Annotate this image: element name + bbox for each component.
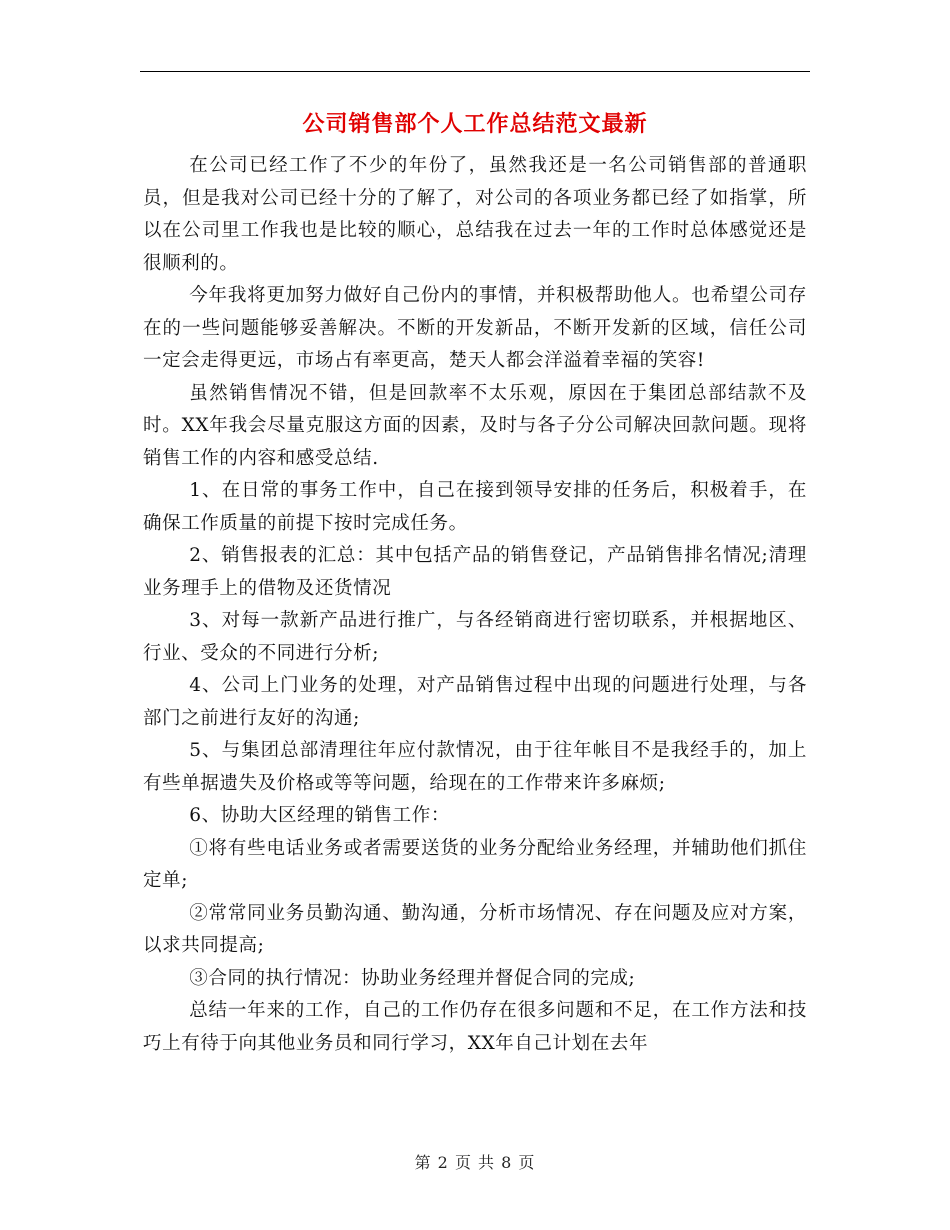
list-item: 4、公司上门业务的处理，对产品销售过程中出现的问题进行处理，与各部门之前进行友好的沟通;: [143, 675, 807, 729]
sub-list-item: ①将有些电话业务或者需要送货的业务分配给业务经理，并辅助他们抓住定单;: [143, 837, 807, 891]
page-number: 第 2 页 共 8 页: [414, 1153, 536, 1172]
list-item: 2、销售报表的汇总：其中包括产品的销售登记，产品销售排名情况;清理业务理手上的借物及还货情况: [143, 545, 807, 599]
paragraph: 在公司已经工作了不少的年份了，虽然我还是一名公司销售部的普通职员，但是我对公司已经十分的了解了，对公司的各项业务都已经了如指掌，所以在公司里工作我也是比较的顺心，总结我在过去一年的工作时总体感觉还是很顺利的。: [143, 155, 807, 274]
list-item: 1、在日常的事务工作中，自己在接到领导安排的任务后，积极着手，在确保工作质量的前提下按时完成任务。: [143, 480, 807, 534]
sub-list-item: ②常常同业务员勤沟通、勤沟通，分析市场情况、存在问题及应对方案，以求共同提高;: [143, 902, 807, 956]
list-item: 5、与集团总部清理往年应付款情况，由于往年帐目不是我经手的，加上有些单据遗失及价格或等等问题，给现在的工作带来许多麻烦;: [143, 740, 807, 794]
list-item: 3、对每一款新产品进行推广，与各经销商进行密切联系，并根据地区、行业、受众的不同进行分析;: [143, 610, 807, 664]
list-item: 6、协助大区经理的销售工作：: [189, 805, 450, 826]
paragraph: 总结一年来的工作，自己的工作仍存在很多问题和不足，在工作方法和技巧上有待于向其他业务员和同行学习，XX年自己计划在去年: [143, 1000, 807, 1054]
paragraph: 虽然销售情况不错，但是回款率不太乐观，原因在于集团总部结款不及时。XX年我会尽量克服这方面的因素，及时与各子分公司解决回款问题。现将销售工作的内容和感受总结.: [143, 382, 807, 469]
document-title: 公司销售部个人工作总结范文最新: [302, 112, 648, 137]
sub-list-item: ③合同的执行情况：协助业务经理并督促合同的完成;: [189, 967, 636, 989]
document-body: [143, 150, 807, 1060]
header-rule: [140, 71, 810, 72]
paragraph: 今年我将更加努力做好自己份内的事情，并积极帮助他人。也希望公司存在的一些问题能够妥善解决。不断的开发新品，不断开发新的区域，信任公司一定会走得更远，市场占有率更高，楚天人都会洋溢着幸福的笑容!: [143, 285, 807, 371]
